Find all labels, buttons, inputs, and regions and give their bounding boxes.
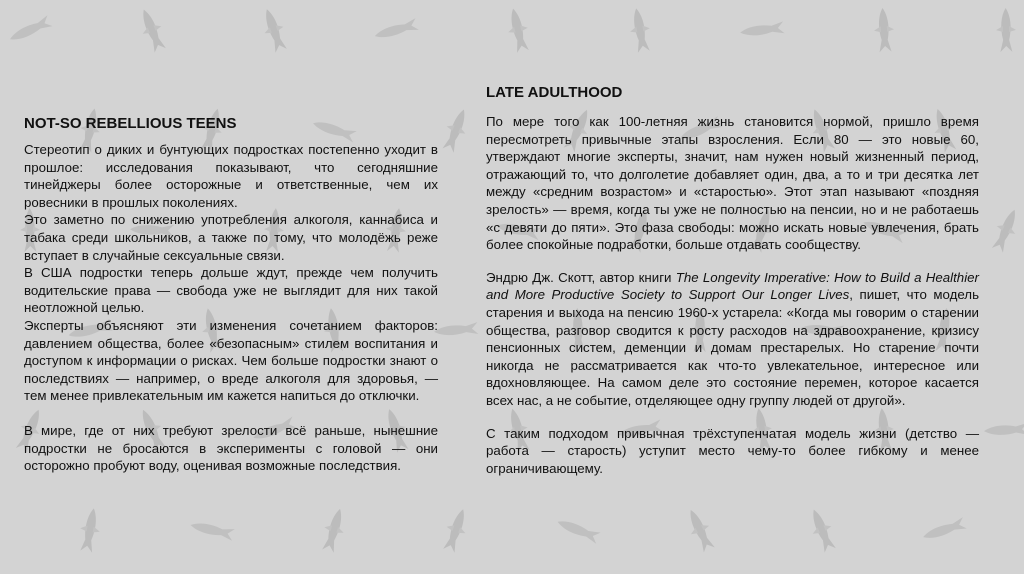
book-title: The Longevity Imperative: How to Build a Healthier and More Productive Society to Support Our Longer Lives [486, 269, 979, 303]
teens-paragraph-5: В мире, где от них требуют зрелости всё раньше, нынешние подростки не бросаются в эксперименты с головой — они осторожно пробуют воду, оценивая возможные последствия. [24, 422, 438, 474]
adulthood-p2-intro: Эндрю Дж. Скотт, автор книги [486, 269, 676, 285]
teens-paragraph-3: В США подростки теперь дольше ждут, прежде чем получить водительские права — свобода уже не выглядит для них такой неотложной целью. [24, 265, 438, 316]
adulthood-paragraph-3: С таким подходом привычная трёхступенчатая модель жизни (детство — работа — старость) уступит место чему-то более гибкому и менее ограничивающему. [486, 425, 979, 476]
adulthood-paragraph-1: По мере того как 100-летняя жизнь становится нормой, пришло время пересмотреть привычные этапы взросления. Если 80 — это новые 60, утверждают многие эксперты, значит, нам нужен новый жизненный период, отражающий то, что долголетие добавляет один, два, а то и три десятка лет между «средним возрастом» и «старостью». Этот этап называют «поздняя зрелость» — время, когда ты уже не полностью на пенсии, но и не работаешь «с девяти до пяти». Это фаза свободы: можно искать новые увлечения, брать более спокойные подработки, больше отдавать сообществу. [486, 114, 979, 253]
section-teens [24, 115, 438, 475]
teens-paragraph-4: Эксперты объясняют эти изменения сочетанием факторов: давлением общества, более «безопасным» стилем воспитания и доступом к информации о рисках. Чем больше подростки знают о последствиях — например, о вреде алкоголя для здоровья, — тем менее привлекательным им кажется напиться до отключки. [24, 317, 438, 404]
teens-paragraph-2: Это заметно по снижению употребления алкоголя, каннабиса и табака среди школьников, а также по тому, что молодёжь реже вступает в случайные сексуальные связи. [24, 212, 438, 263]
adulthood-paragraph-2 [486, 269, 979, 410]
section-heading-late-adulthood: LATE ADULTHOOD [486, 84, 623, 101]
section-late-adulthood [486, 84, 979, 477]
adulthood-p2-quote: , пишет, что модель старения и выхода на пенсию 1960-х устарела: «Когда мы говорим о старении общества, разговор сводится к росту расходов на здравоохранение, кризису пенсионных систем, деменции и домам престарелых. Но старение почти никогда не рассматривается как что-то увлекательное, интересное или вдохновляющее. На самом деле это состояние перемен, которое касается всех нас, а не событие, отделяющее одну группу людей от другой». [486, 287, 979, 408]
teens-paragraph-1: Стереотип о диких и бунтующих подростках постепенно уходит в прошлое: исследования показывают, что сегодняшние тинейджеры более осторожные и ответственные, чем их ровесники в прошлых поколениях. [24, 142, 438, 210]
section-heading-teens: NOT-SO REBELLIOUS TEENS [24, 115, 237, 132]
